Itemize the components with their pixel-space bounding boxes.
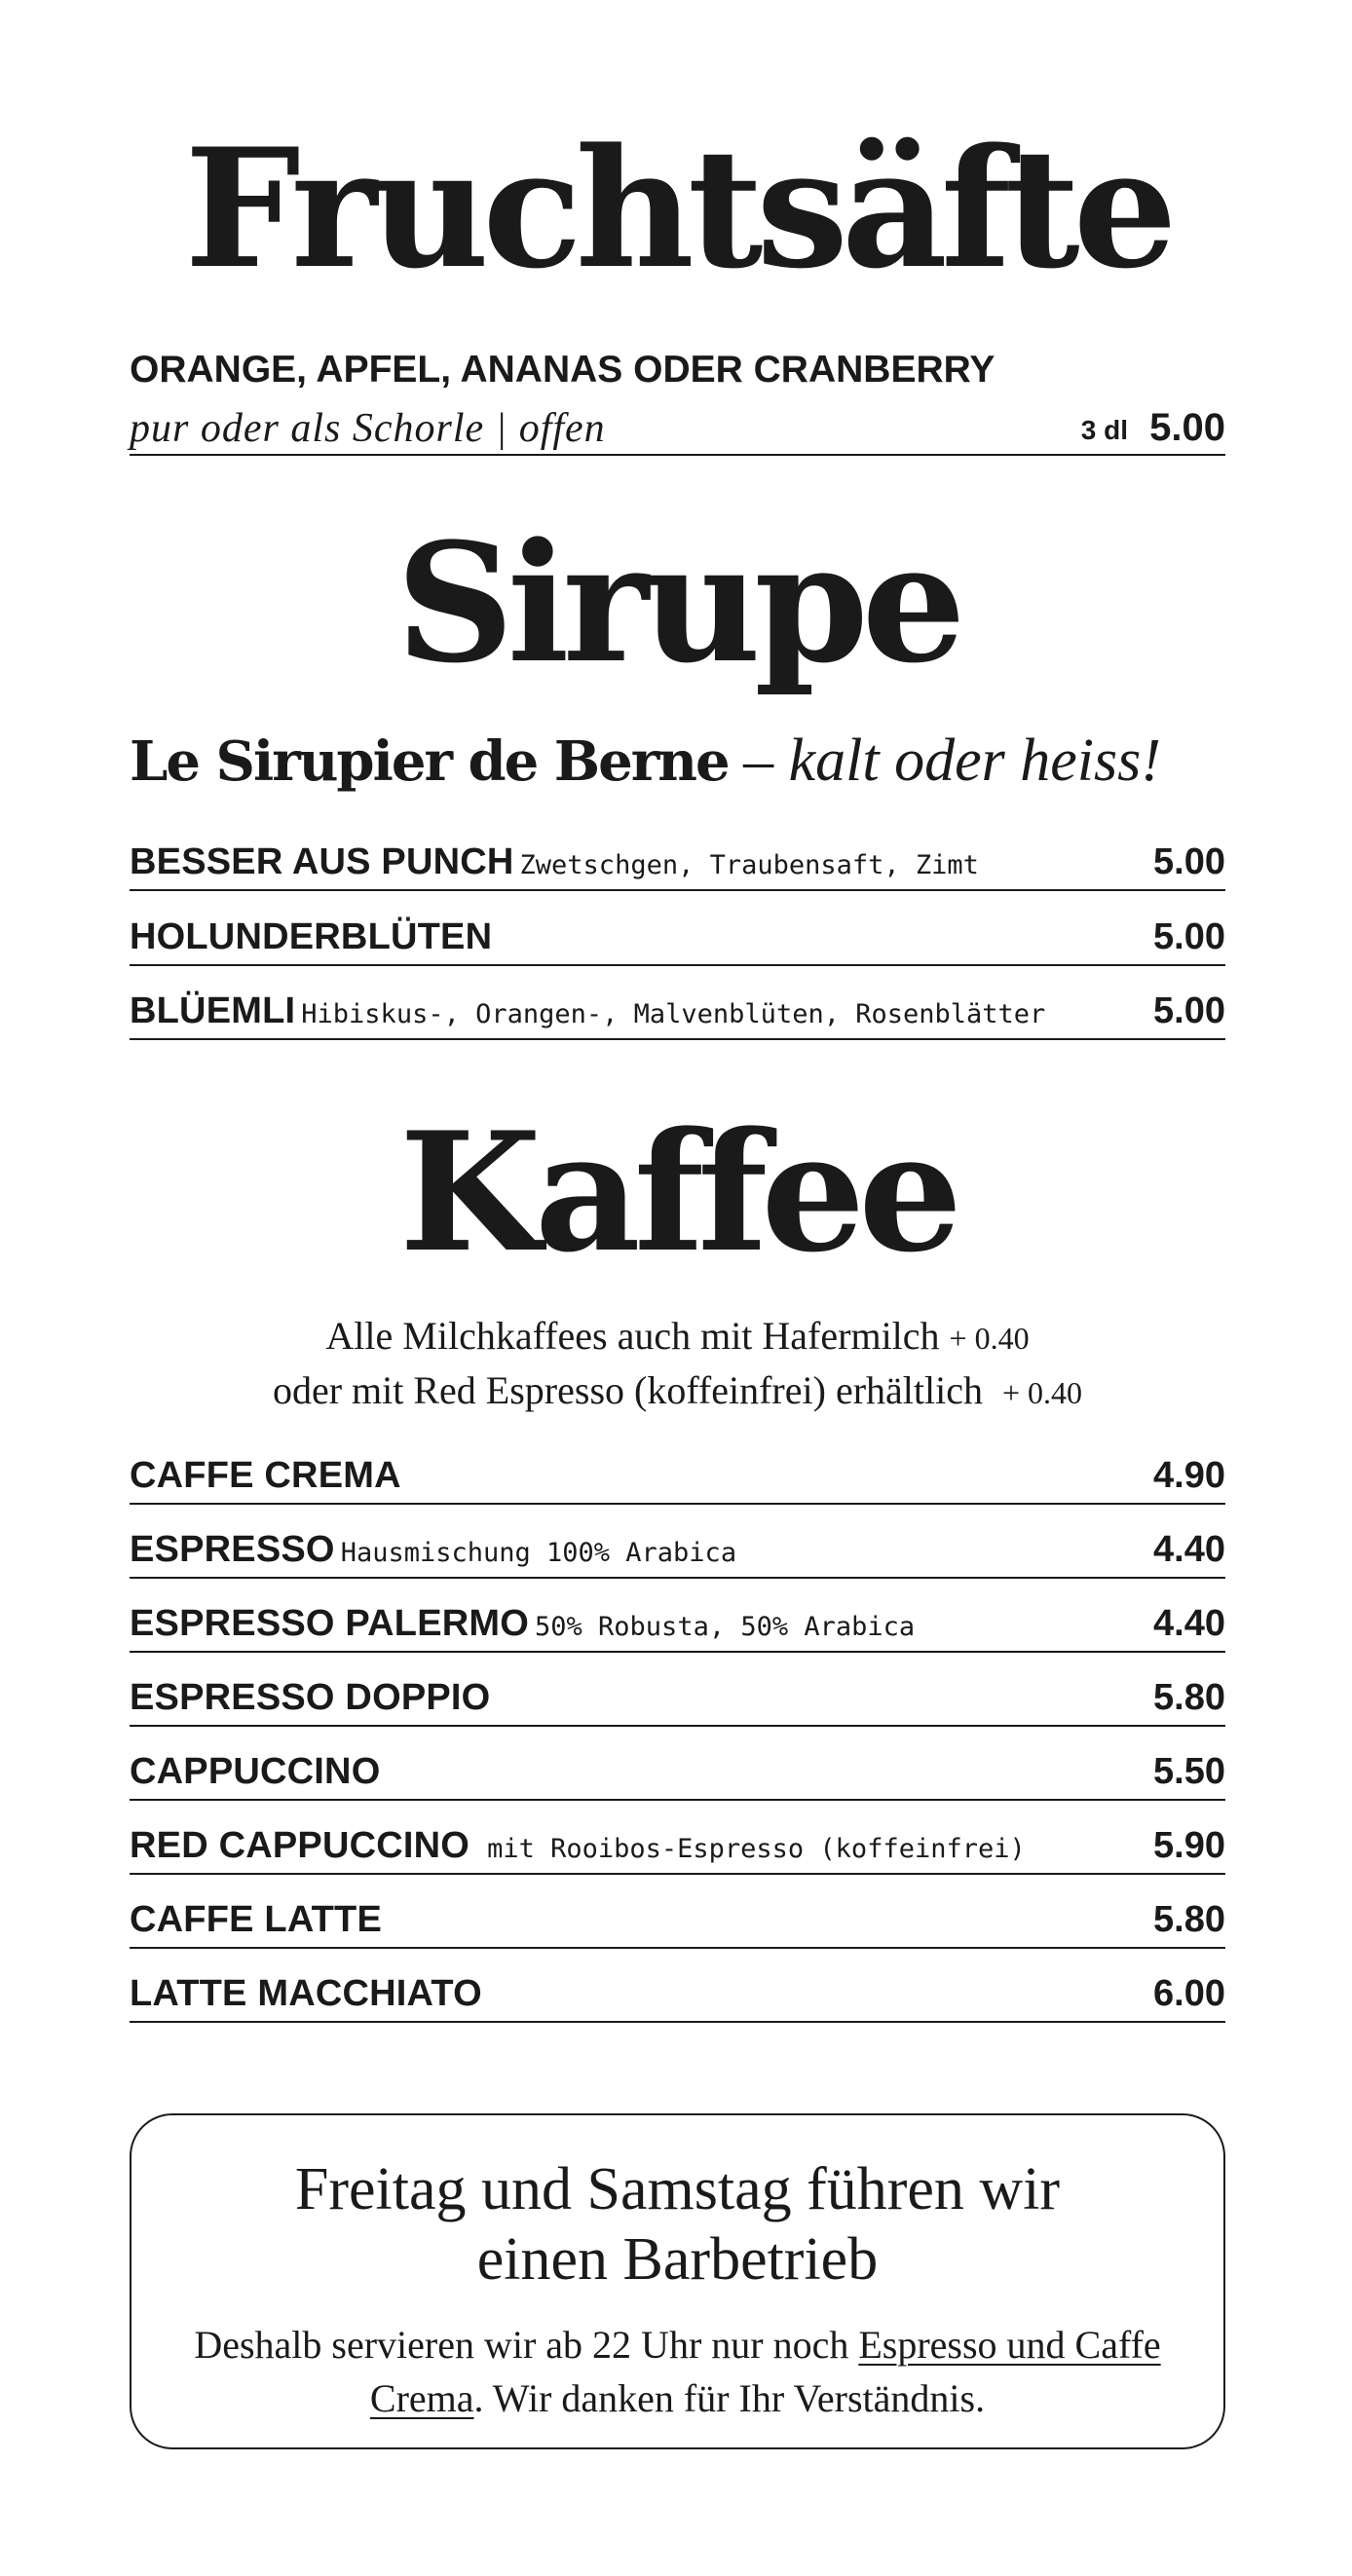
- item-price: 5.00: [1153, 841, 1225, 882]
- section-heading-sirupe: Sirupe: [395, 506, 959, 699]
- item-description: 50% Robusta, 50% Arabica: [535, 1612, 916, 1642]
- kaffee-note-line-2: oder mit Red Espresso (koffeinfrei) erhältlich + 0.40: [272, 1368, 1083, 1412]
- item-name: ESPRESSO Hausmischung 100% Arabica: [130, 1529, 737, 1570]
- item-price: 5.80: [1153, 1677, 1225, 1718]
- menu-row: [130, 1592, 1225, 1653]
- item-description: mit Rooibos-Espresso (koffeinfrei): [487, 1834, 1026, 1864]
- fruit-juice-price: 5.00: [1149, 406, 1225, 449]
- menu-row: [130, 906, 1225, 966]
- sirup-brand: Le Sirupier de Berne: [130, 729, 729, 794]
- item-name: CAFFE LATTE: [130, 1899, 383, 1940]
- sirup-dash: –: [728, 728, 789, 794]
- kaffee-note: [130, 1310, 1225, 1419]
- section-heading-kaffee: Kaffee: [398, 1096, 957, 1288]
- sirup-subtitle: [130, 728, 1225, 794]
- menu-content: [130, 0, 1225, 2576]
- bar-notice-title: [131, 2154, 1223, 2295]
- menu-row: [130, 980, 1225, 1040]
- item-description: Hibiskus-, Orangen-, Malvenblüten, Rosenblätter: [301, 999, 1046, 1029]
- item-name: ESPRESSO DOPPIO: [130, 1677, 491, 1718]
- item-price: 5.50: [1153, 1751, 1225, 1792]
- bar-notice-title-line-2: einen Barbetrieb: [476, 2226, 879, 2293]
- bar-notice-box: [130, 2113, 1225, 2449]
- fruit-juice-name: ORANGE, APFEL, ANANAS ODER CRANBERRY: [130, 349, 995, 391]
- menu-row: [130, 1444, 1225, 1505]
- bar-notice-title-line-1: Freitag und Samstag führen wir: [294, 2156, 1061, 2222]
- menu-row: [130, 1888, 1225, 1949]
- menu-row: [130, 831, 1225, 891]
- item-price: 4.40: [1153, 1529, 1225, 1570]
- fruit-juice-subtitle: pur oder als Schorle | offen: [130, 406, 606, 451]
- item-description: Zwetschgen, Traubensaft, Zimt: [519, 850, 979, 880]
- menu-row: [130, 1814, 1225, 1875]
- item-name: CAFFE CREMA: [130, 1455, 401, 1496]
- item-description: Hausmischung 100% Arabica: [340, 1538, 737, 1568]
- menu-row: [130, 1962, 1225, 2023]
- surcharge-oat-milk: + 0.40: [949, 1321, 1030, 1356]
- item-price: 5.90: [1153, 1825, 1225, 1866]
- item-price: 5.00: [1153, 916, 1225, 957]
- item-price: 6.00: [1153, 1973, 1225, 2014]
- item-name: BESSER AUS PUNCH Zwetschgen, Traubensaft, Zimt: [130, 841, 979, 882]
- item-price: 5.80: [1153, 1899, 1225, 1940]
- item-name: HOLUNDERBLÜTEN: [130, 916, 493, 957]
- kaffee-note-line-1: Alle Milchkaffees auch mit Hafermilch + 0.40: [325, 1314, 1030, 1358]
- item-name: CAPPUCCINO: [130, 1751, 381, 1792]
- fruit-juice-quantity: 3 dl: [1080, 415, 1128, 445]
- item-name: ESPRESSO PALERMO 50% Robusta, 50% Arabica: [130, 1603, 916, 1644]
- item-price: 4.40: [1153, 1603, 1225, 1644]
- bar-notice-highlight: Espresso und Caffe Crema: [369, 2323, 1161, 2420]
- menu-row: [130, 1666, 1225, 1727]
- item-name: RED CAPPUCCINO mit Rooibos-Espresso (koffeinfrei): [130, 1825, 1026, 1866]
- menu-row: [130, 1518, 1225, 1579]
- menu-row: [130, 1740, 1225, 1801]
- item-price: 4.90: [1153, 1455, 1225, 1496]
- section-heading-fruchtsaefte: Fruchtsäfte: [184, 112, 1171, 305]
- item-name: BLÜEMLI Hibiskus-, Orangen-, Malvenblüten, Rosenblätter: [130, 990, 1046, 1031]
- bar-notice-text: Deshalb servieren wir ab 22 Uhr nur noch Espresso und Caffe Crema. Wir danken für Ihr Verständnis.: [194, 2323, 1161, 2420]
- sirup-tagline: kalt oder heiss!: [788, 728, 1161, 794]
- item-name: LATTE MACCHIATO: [130, 1973, 482, 2014]
- surcharge-red-espresso: + 0.40: [1001, 1375, 1083, 1410]
- fruit-juice-row: [130, 399, 1225, 456]
- item-price: 5.00: [1153, 990, 1225, 1031]
